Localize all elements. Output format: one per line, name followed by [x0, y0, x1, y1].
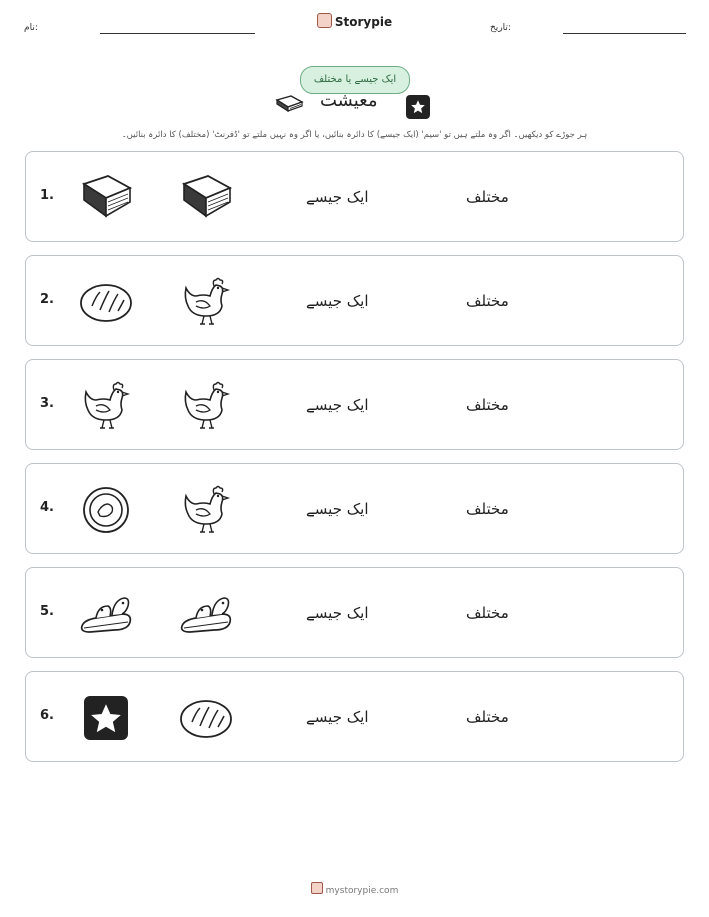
- date-line[interactable]: [563, 33, 686, 34]
- footer-url[interactable]: mystorypie.com: [325, 886, 399, 896]
- option-different[interactable]: مختلف: [466, 708, 509, 726]
- option-same[interactable]: ایک جیسے: [306, 292, 369, 310]
- option-different[interactable]: مختلف: [466, 396, 509, 414]
- question-row: [25, 255, 684, 346]
- question-number: 3.: [40, 396, 54, 411]
- question-row: [25, 359, 684, 450]
- bread-icon: [78, 276, 134, 328]
- coin-icon: [78, 484, 134, 536]
- option-different[interactable]: مختلف: [466, 604, 509, 622]
- question-number: 4.: [40, 500, 54, 515]
- star-icon: [78, 692, 134, 744]
- sandal-icon: [78, 588, 134, 640]
- option-same[interactable]: ایک جیسے: [306, 708, 369, 726]
- chicken-icon: [78, 380, 134, 432]
- option-same[interactable]: ایک جیسے: [306, 396, 369, 414]
- option-different[interactable]: مختلف: [466, 188, 509, 206]
- option-different[interactable]: مختلف: [466, 500, 509, 518]
- name-line[interactable]: [100, 33, 255, 34]
- bread-icon: [178, 692, 234, 744]
- storypie-footer-logo-icon: [311, 882, 323, 894]
- brand-name: Storypie: [334, 15, 393, 29]
- star-title-icon: [406, 95, 430, 119]
- option-different[interactable]: مختلف: [466, 292, 509, 310]
- question-row: [25, 567, 684, 658]
- brand: [0, 13, 709, 29]
- instructions: ہر جوڑے کو دیکھیں۔ اگر وہ ملتے ہیں تو 'سیم' (ایک جیسے) کا دائرہ بنائیں، یا اگر وہ نہیں ملتے تو 'ڈفرنٹ' (مختلف) کا دائرہ بنائیں۔: [121, 130, 588, 140]
- question-row: [25, 151, 684, 242]
- question-number: 1.: [40, 188, 54, 203]
- footer: [0, 882, 709, 896]
- worksheet-type-pill: ایک جیسے یا مختلف: [300, 66, 410, 94]
- chicken-icon: [178, 276, 234, 328]
- option-same[interactable]: ایک جیسے: [306, 604, 369, 622]
- chicken-icon: [178, 484, 234, 536]
- chicken-icon: [178, 380, 234, 432]
- question-row: [25, 671, 684, 762]
- date-label: تاریخ:: [490, 23, 511, 33]
- option-same[interactable]: ایک جیسے: [306, 500, 369, 518]
- option-same[interactable]: ایک جیسے: [306, 188, 369, 206]
- question-number: 2.: [40, 292, 54, 307]
- book-icon: [178, 172, 234, 224]
- sandal-icon: [178, 588, 234, 640]
- book-icon: [78, 172, 134, 224]
- question-number: 5.: [40, 604, 54, 619]
- book-title-icon: [274, 94, 304, 116]
- storypie-logo-icon: [317, 13, 332, 28]
- question-row: [25, 463, 684, 554]
- page-title: معیشت: [320, 90, 378, 111]
- name-label: نام:: [24, 23, 38, 33]
- question-number: 6.: [40, 708, 54, 723]
